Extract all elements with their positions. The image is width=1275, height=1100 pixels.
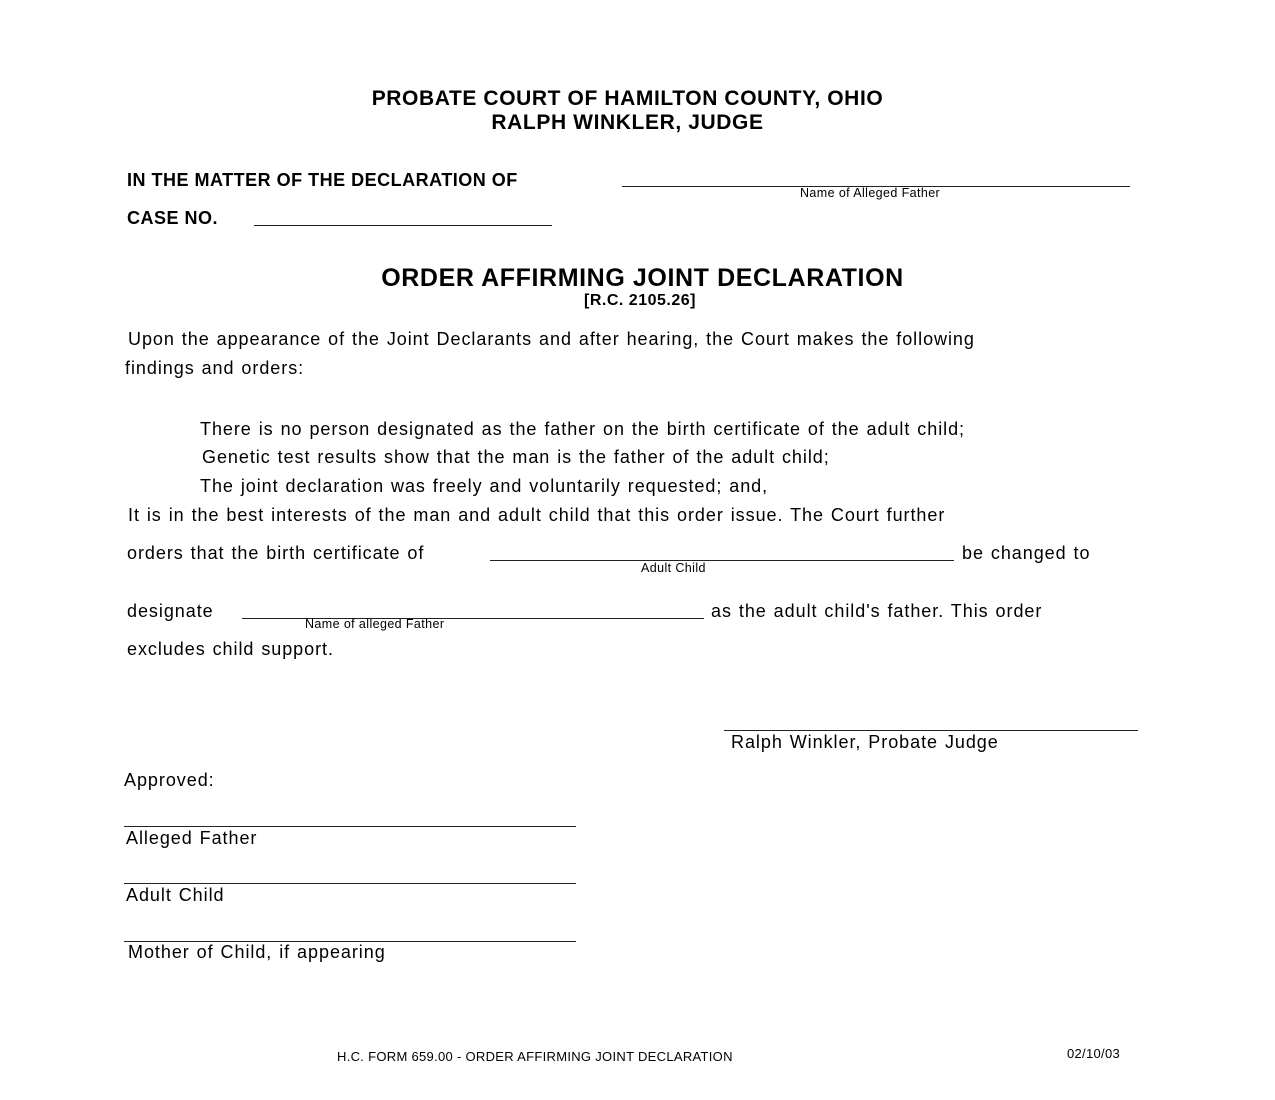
judge-name: RALPH WINKLER, JUDGE <box>491 111 764 134</box>
adult-child-field[interactable] <box>490 540 954 561</box>
court-name: PROBATE COURT OF HAMILTON COUNTY, OHIO <box>371 87 884 110</box>
finding-1: There is no person designated as the father on the birth certificate of the adult child; <box>200 419 966 439</box>
adult-child-label: Adult Child <box>126 885 225 905</box>
order-text-1b: be changed to <box>962 543 1091 563</box>
alleged-father-name-field[interactable] <box>622 166 1130 187</box>
judge-signature-label: Ralph Winkler, Probate Judge <box>731 732 999 752</box>
alleged-father-label: Alleged Father <box>126 828 258 848</box>
form-date: 02/10/03 <box>1067 1046 1121 1061</box>
father-hint: Name of alleged Father <box>305 617 445 631</box>
case-label: CASE NO. <box>127 208 219 228</box>
judge-signature-line[interactable] <box>724 730 1138 731</box>
order-text-1a: orders that the birth certificate of <box>127 543 425 563</box>
adult-child-signature-line[interactable] <box>124 883 576 884</box>
case-number-field[interactable] <box>254 205 552 226</box>
form-footer: H.C. FORM 659.00 - ORDER AFFIRMING JOINT DECLARATION <box>337 1049 733 1064</box>
intro-line-1: Upon the appearance of the Joint Declarants and after hearing, the Court makes the following <box>128 329 975 349</box>
order-text-2b: as the adult child's father. This order <box>711 601 1043 621</box>
document-title: ORDER AFFIRMING JOINT DECLARATION <box>381 264 904 292</box>
order-text-3: excludes child support. <box>127 639 334 659</box>
statute-reference: [R.C. 2105.26] <box>584 292 696 309</box>
matter-hint: Name of Alleged Father <box>800 186 941 200</box>
finding-4: It is in the best interests of the man and adult child that this order issue. The Court further <box>128 505 946 525</box>
finding-2: Genetic test results show that the man is the father of the adult child; <box>202 447 830 467</box>
order-text-2a: designate <box>127 601 214 621</box>
alleged-father-signature-line[interactable] <box>124 826 576 827</box>
matter-label: IN THE MATTER OF THE DECLARATION OF <box>127 170 518 190</box>
mother-label: Mother of Child, if appearing <box>128 942 386 962</box>
intro-line-2: findings and orders: <box>125 358 305 378</box>
father-name-field[interactable] <box>242 598 704 619</box>
adult-child-hint: Adult Child <box>641 561 706 575</box>
approved-label: Approved: <box>124 770 215 790</box>
finding-3: The joint declaration was freely and voluntarily requested; and, <box>200 476 769 496</box>
